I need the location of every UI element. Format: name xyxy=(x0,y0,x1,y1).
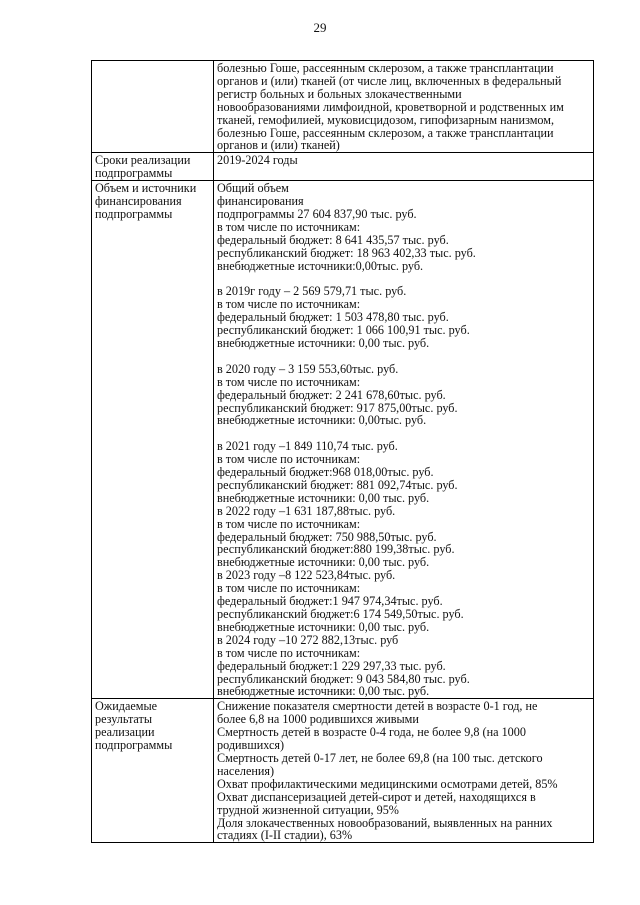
finance-line: в том числе по источникам: xyxy=(217,374,361,389)
finance-label: Объем и источники финансирования подпрограммы xyxy=(92,181,214,699)
table-row-results xyxy=(92,699,594,843)
finance-line: внебюджетные источники: 0,00 тыс. руб. xyxy=(217,684,430,699)
text-line: болезнью Гоше, рассеянным склерозом, а также трансплантации xyxy=(217,125,554,140)
result-line: Снижение показателя смертности детей в возрасте 0-1 год, не xyxy=(217,699,538,714)
finance-line: республиканский бюджет:880 199,38тыс. руб. xyxy=(217,542,455,557)
terms-value: 2019-2024 годы xyxy=(214,153,594,181)
finance-line: федеральный бюджет: 2 241 678,60тыс. руб. xyxy=(217,387,446,402)
table-row-participants xyxy=(92,61,594,153)
subprogram-passport-table xyxy=(91,60,594,843)
finance-line: финансирования xyxy=(217,194,304,209)
finance-line: внебюджетные источники: 0,00 тыс. руб. xyxy=(217,555,430,570)
finance-line: в том числе по источникам: xyxy=(217,645,361,660)
finance-line: республиканский бюджет: 1 066 100,91 тыс. руб. xyxy=(217,323,470,338)
finance-line: внебюджетные источники: 0,00 тыс. руб. xyxy=(217,619,430,634)
result-line: более 6,8 на 1000 родившихся живыми xyxy=(217,712,419,727)
finance-line: федеральный бюджет: 1 503 478,80 тыс. руб. xyxy=(217,310,449,325)
finance-line: федеральный бюджет: 750 988,50тыс. руб. xyxy=(217,529,437,544)
result-line: Доля злокачественных новообразований, выявленных на ранних xyxy=(217,815,553,830)
finance-line: в том числе по источникам: xyxy=(217,581,361,596)
finance-line: федеральный бюджет:1 947 974,34тыс. руб. xyxy=(217,594,443,609)
finance-line: в том числе по источникам: xyxy=(217,452,361,467)
finance-line: в 2023 году –8 122 523,84тыс. руб. xyxy=(217,568,396,583)
finance-line: федеральный бюджет:1 229 297,33 тыс. руб. xyxy=(217,658,446,673)
text-line: органов и (или) тканей (от числе лиц, включенных в федеральный xyxy=(217,73,562,88)
results-label: Ожидаемые результаты реализации подпрограммы xyxy=(92,699,214,843)
text-line: болезнью Гоше, рассеянным склерозом, а также трансплантации xyxy=(217,61,554,75)
participants-text xyxy=(214,61,594,153)
result-line: трудной жизненной ситуации, 95% xyxy=(217,802,399,817)
table-row-terms xyxy=(92,153,594,181)
finance-line: федеральный бюджет: 8 641 435,57 тыс. руб. xyxy=(217,232,449,247)
result-line: стадиях (I-II стадии), 63% xyxy=(217,828,353,843)
finance-line: внебюджетные источники: 0,00 тыс. руб. xyxy=(217,490,430,505)
finance-line: республиканский бюджет: 18 963 402,33 тыс. руб. xyxy=(217,245,476,260)
finance-line: республиканский бюджет: 917 875,00тыс. руб. xyxy=(217,400,458,415)
text-line: органов и (или) тканей) xyxy=(217,138,340,153)
table-row-finance xyxy=(92,181,594,699)
finance-line: в 2020 году – 3 159 553,60тыс. руб. xyxy=(217,361,399,376)
result-line: Охват профилактическими медицинскими осмотрами детей, 85% xyxy=(217,776,558,791)
finance-line: внебюджетные источники: 0,00 тыс. руб. xyxy=(217,336,430,351)
result-line: Смертность детей в возрасте 0-4 года, не более 9,8 (на 1000 xyxy=(217,725,526,740)
text-line: новообразованиями лимфоидной, кроветворной и родственных им xyxy=(217,99,564,114)
finance-line: федеральный бюджет:968 018,00тыс. руб. xyxy=(217,465,434,480)
finance-line: в том числе по источникам: xyxy=(217,516,361,531)
finance-line: в 2019г году – 2 569 579,71 тыс. руб. xyxy=(217,284,407,299)
finance-line: внебюджетные источники: 0,00тыс. руб. xyxy=(217,413,427,428)
finance-line: в том числе по источникам: xyxy=(217,219,361,234)
finance-line: Общий объем xyxy=(217,181,289,196)
finance-line: республиканский бюджет:6 174 549,50тыс. руб. xyxy=(217,607,464,622)
text-line: тканей, гемофилией, муковисцидозом, гипофизарным нанизмом, xyxy=(217,112,555,127)
results-text xyxy=(214,699,594,843)
text-line: регистр больных и больных злокачественными xyxy=(217,86,462,101)
result-line: Охват диспансеризацией детей-сирот и детей, находящихся в xyxy=(217,789,536,804)
result-line: населения) xyxy=(217,763,275,778)
paragraph-gap xyxy=(217,350,590,363)
result-line: Смертность детей 0-17 лет, не более 69,8 (на 100 тыс. детского xyxy=(217,750,543,765)
finance-line: внебюджетные источники:0,00тыс. руб. xyxy=(217,258,424,273)
finance-line: в 2024 году –10 272 882,13тыс. руб xyxy=(217,632,399,647)
row-label-cell xyxy=(92,61,214,153)
finance-line: республиканский бюджет: 881 092,74тыс. руб. xyxy=(217,477,458,492)
terms-label: Сроки реализации подпрограммы xyxy=(92,153,214,181)
finance-line: республиканский бюджет: 9 043 584,80 тыс. руб. xyxy=(217,671,470,686)
result-line: родившихся) xyxy=(217,738,285,753)
finance-line: в том числе по источникам: xyxy=(217,297,361,312)
finance-line: в 2021 году –1 849 110,74 тыс. руб. xyxy=(217,439,398,454)
finance-line: в 2022 году –1 631 187,88тыс. руб. xyxy=(217,503,396,518)
finance-line: подпрограммы 27 604 837,90 тыс. руб. xyxy=(217,206,417,221)
finance-text xyxy=(214,181,594,699)
page-number: 29 xyxy=(313,20,327,35)
